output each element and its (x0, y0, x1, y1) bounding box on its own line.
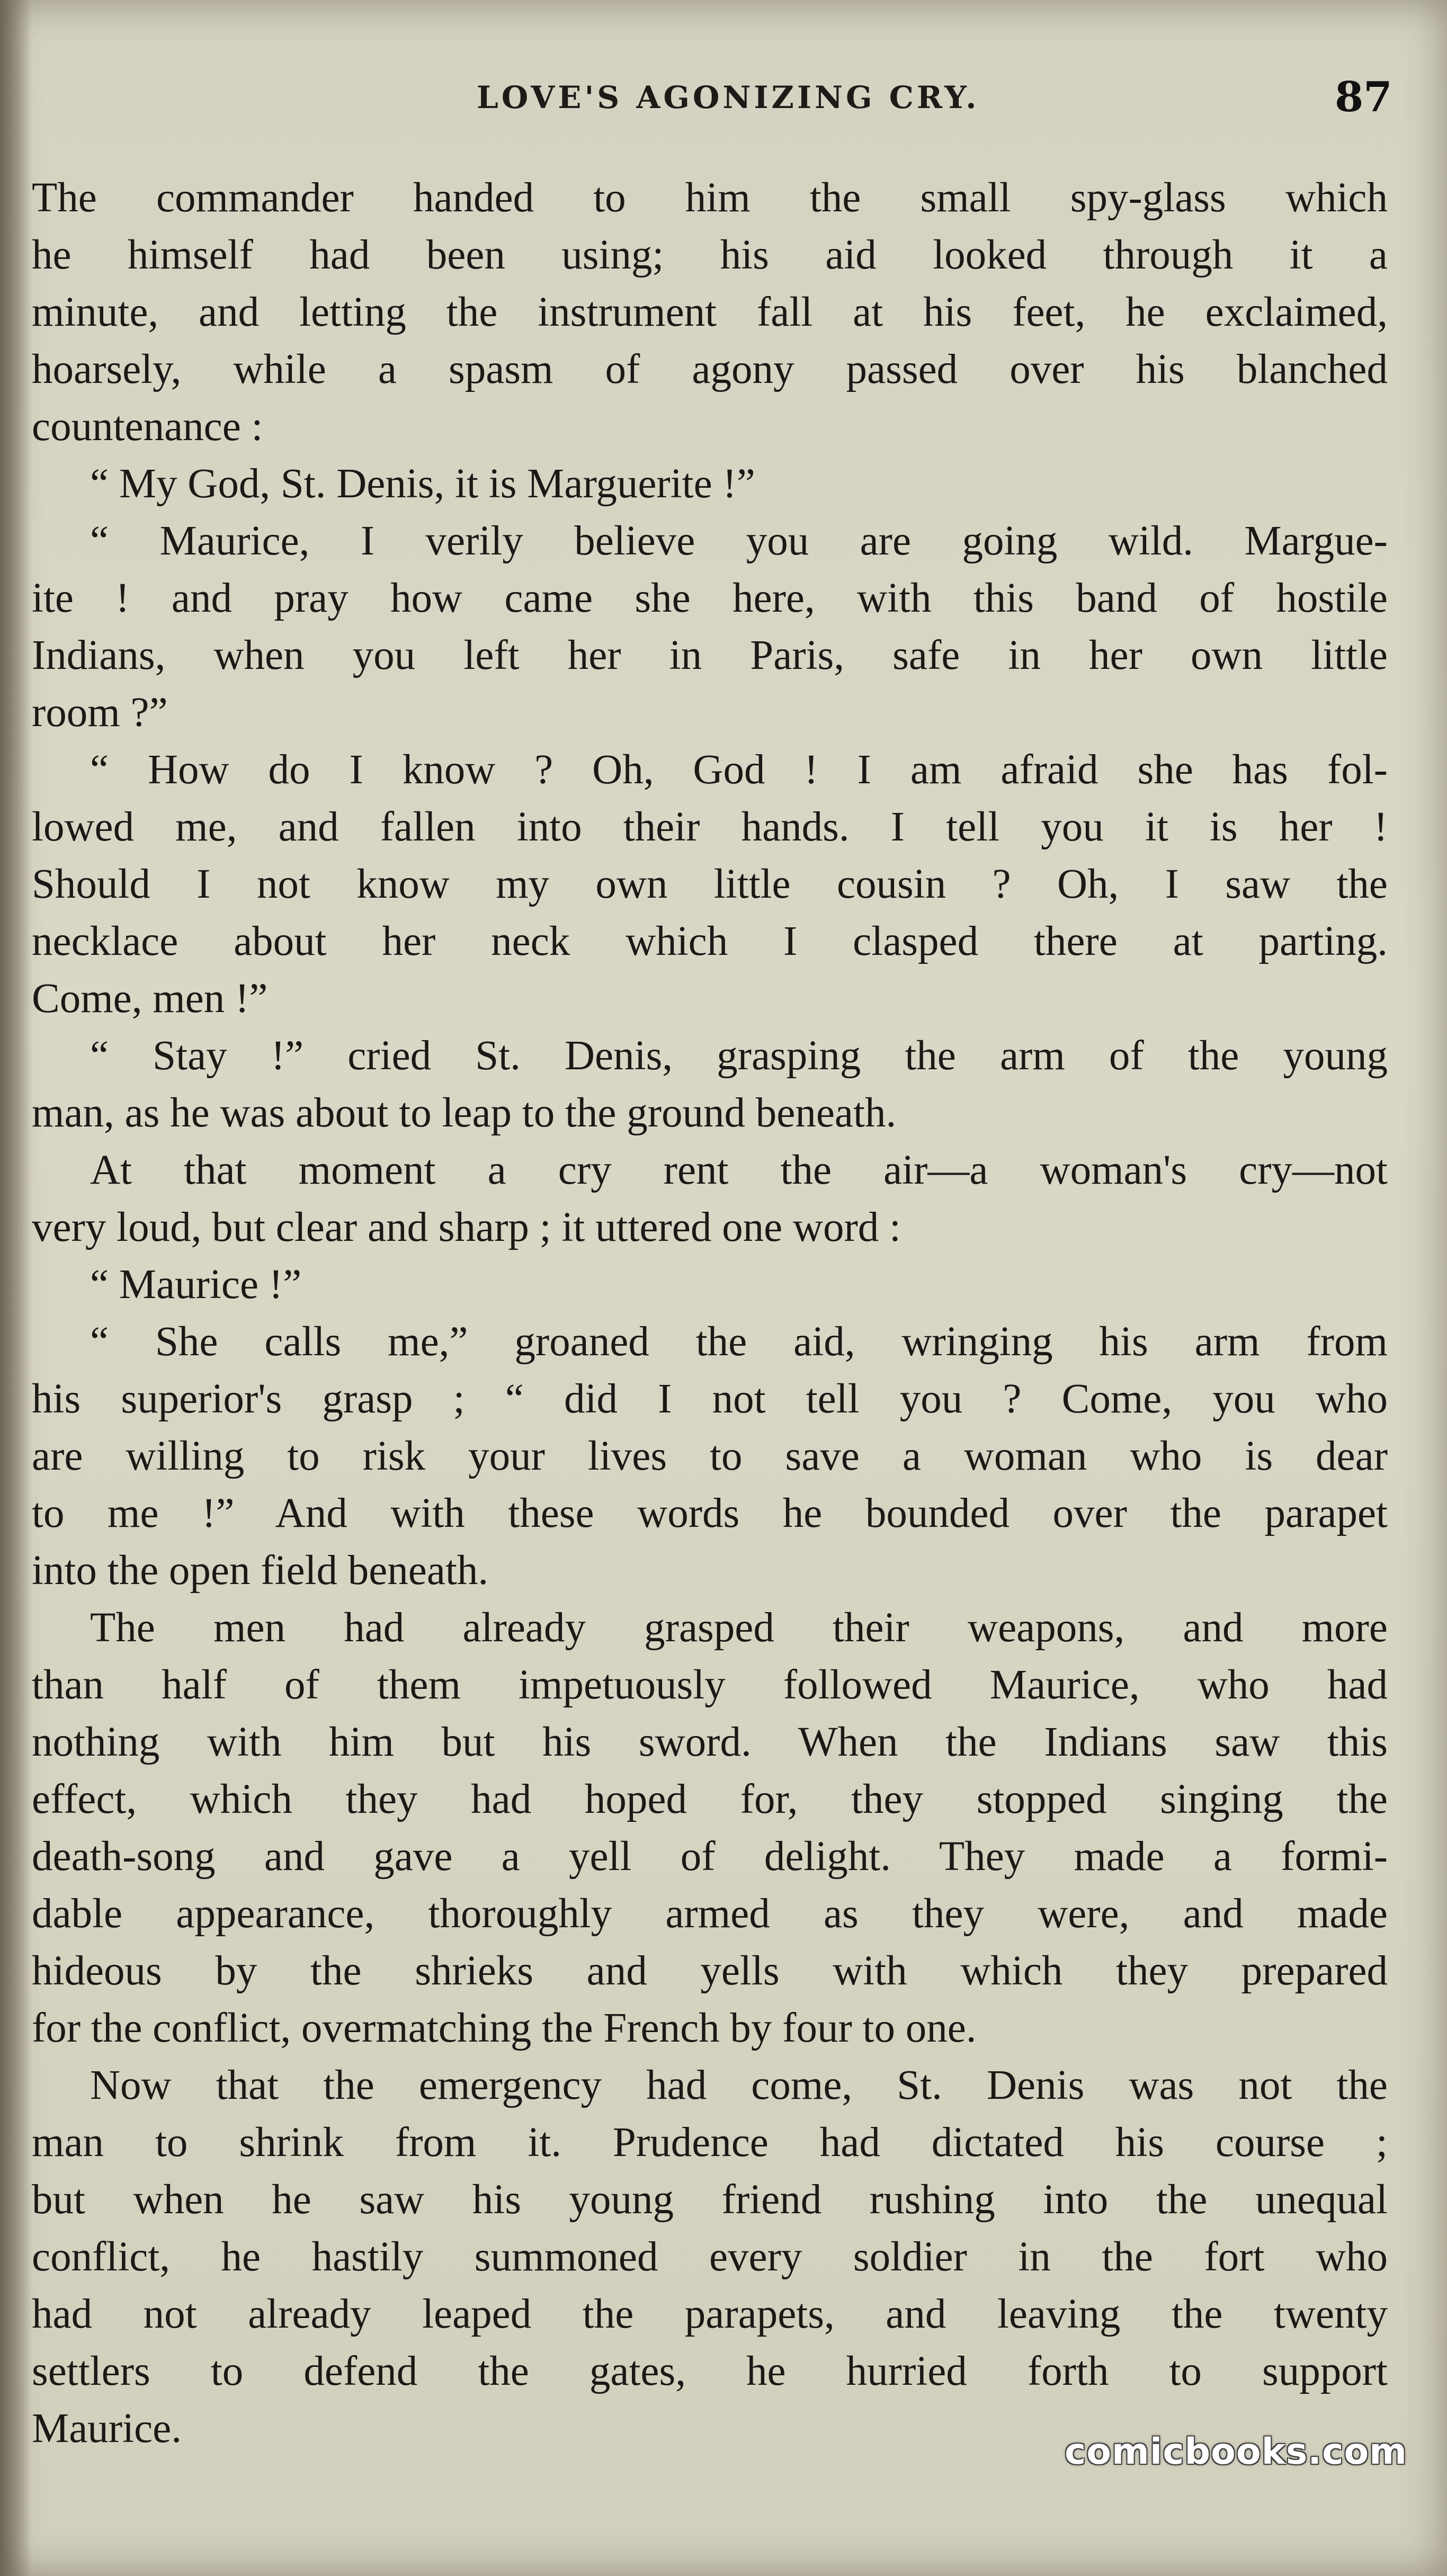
text-line: had not already leaped the parapets, and leaving the twenty (32, 2291, 1388, 2337)
text-line: countenance : (32, 404, 263, 450)
text-line: but when he saw his young friend rushing into the unequal (32, 2177, 1388, 2223)
text-line: “ My God, St. Denis, it is Marguerite !” (90, 461, 755, 507)
text-line: room ?” (32, 690, 168, 736)
text-line: The men had already grasped their weapons, and more (90, 1605, 1388, 1651)
text-line: are willing to risk your lives to save a woman who is dear (32, 1433, 1388, 1479)
text-line: The commander handed to him the small spy-glass which (32, 175, 1388, 221)
text-line: effect, which they had hoped for, they stopped singing the (32, 1776, 1388, 1822)
text-line: necklace about her neck which I clasped there at parting. (32, 918, 1388, 964)
text-line: to me !” And with these words he bounded over the parapet (32, 1490, 1388, 1536)
text-line: than half of them impetuously followed Maurice, who had (32, 1662, 1388, 1708)
page-header (0, 73, 1447, 143)
site-watermark: comicbooks.com (1065, 2431, 1408, 2473)
text-line: ite ! and pray how came she here, with this band of hostile (32, 575, 1388, 621)
text-line: “ Maurice, I verily believe you are going wild. Margue- (90, 518, 1388, 564)
text-line: man to shrink from it. Prudence had dictated his course ; (32, 2119, 1388, 2166)
text-line: Indians, when you left her in Paris, safe in her own little (32, 632, 1388, 678)
text-line: At that moment a cry rent the air—a woman's cry—not (90, 1147, 1388, 1193)
text-line: “ How do I know ? Oh, God ! I am afraid she has fol- (90, 747, 1388, 793)
text-line: “ Stay !” cried St. Denis, grasping the arm of the young (90, 1033, 1388, 1079)
text-line: very loud, but clear and sharp ; it uttered one word : (32, 1204, 901, 1250)
text-line: “ She calls me,” groaned the aid, wringing his arm from (90, 1319, 1388, 1365)
text-line: minute, and letting the instrument fall at his feet, he exclaimed, (32, 289, 1388, 335)
text-line: for the conflict, overmatching the French by four to one. (32, 2005, 977, 2051)
text-line: Maurice. (32, 2405, 182, 2452)
running-head: LOVE'S AGONIZING CRY. (477, 79, 980, 115)
text-line: dable appearance, thoroughly armed as they were, and made (32, 1891, 1388, 1937)
text-line: into the open field beneath. (32, 1548, 489, 1594)
text-line: his superior's grasp ; “ did I not tell you ? Come, you who (32, 1376, 1388, 1422)
text-line: Now that the emergency had come, St. Denis was not the (90, 2062, 1388, 2108)
text-line: settlers to defend the gates, he hurried forth to support (32, 2348, 1388, 2394)
text-line: conflict, he hastily summoned every soldier in the fort who (32, 2234, 1388, 2280)
text-line: nothing with him but his sword. When the Indians saw this (32, 1719, 1388, 1765)
text-line: he himself had been using; his aid looked through it a (32, 232, 1388, 278)
text-line: death-song and gave a yell of delight. They made a formi- (32, 1833, 1388, 1880)
text-line: Come, men !” (32, 976, 268, 1022)
page-gutter-shadow (0, 0, 32, 2576)
text-line: hideous by the shrieks and yells with which they prepared (32, 1948, 1388, 1994)
text-line: Should I not know my own little cousin ? Oh, I saw the (32, 861, 1388, 907)
text-line: hoarsely, while a spasm of agony passed over his blanched (32, 346, 1388, 392)
text-line: man, as he was about to leap to the ground beneath. (32, 1090, 897, 1136)
body-text (32, 169, 1388, 2457)
text-line: “ Maurice !” (90, 1262, 302, 1308)
text-line: lowed me, and fallen into their hands. I tell you it is her ! (32, 804, 1388, 850)
page-number: 87 (1335, 73, 1392, 121)
